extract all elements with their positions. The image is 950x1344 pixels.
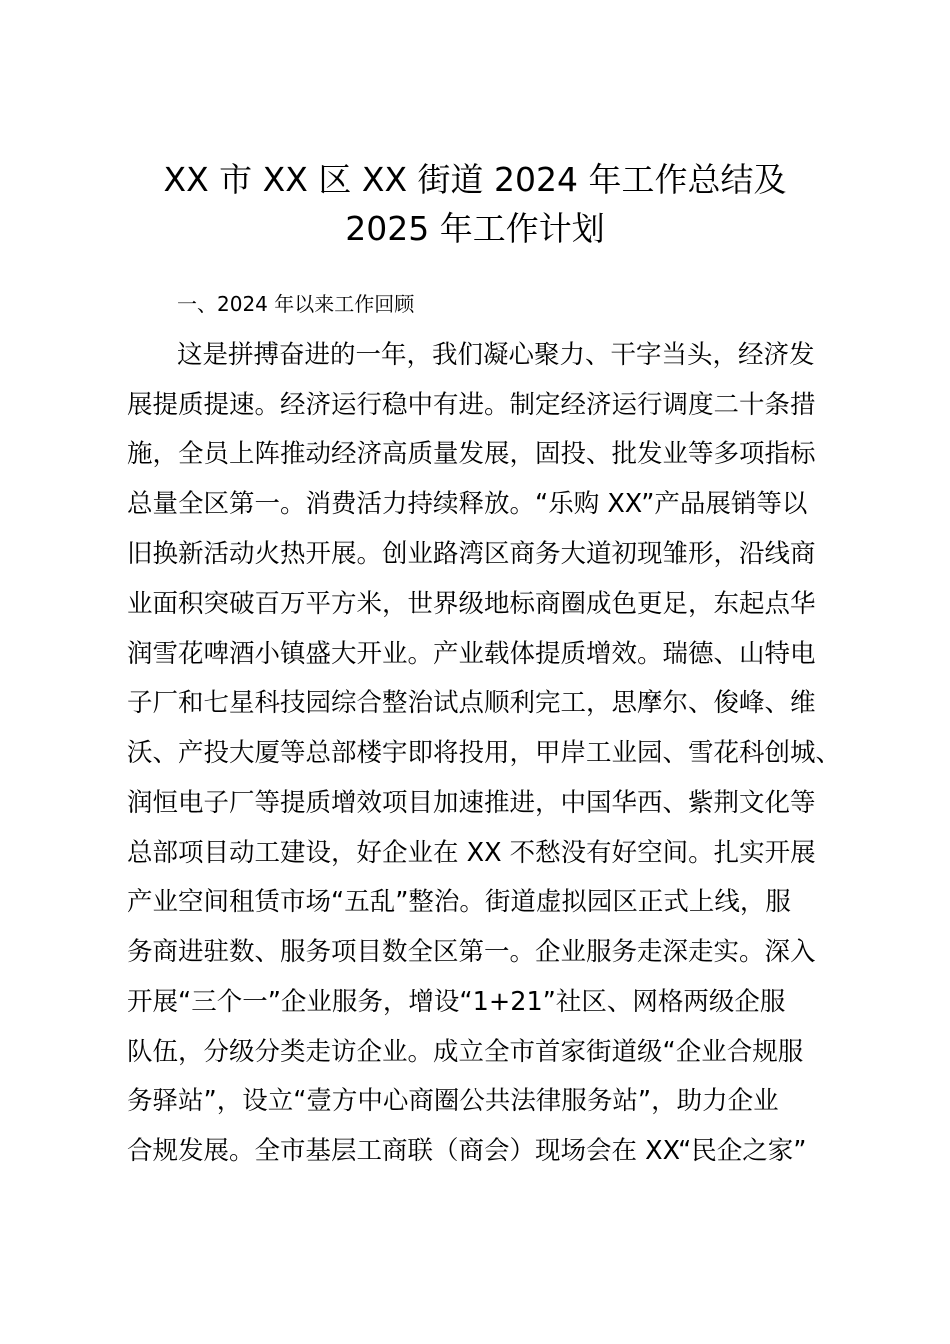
body-line: 务驿站”，设立“壹方中心商圈公共法律服务站”，助力企业 [127, 1086, 779, 1116]
body-line: 总部项目动工建设，好企业在 XX 不愁没有好空间。扎实开展 [127, 838, 816, 868]
document-title-line-2: 2025 年工作计划 [345, 209, 605, 248]
body-line: 施，全员上阵推动经济高质量发展，固投、批发业等多项指标 [127, 439, 816, 469]
body-line: 总量全区第一。消费活力持续释放。“乐购 XX”产品展销等以 [127, 489, 808, 519]
body-line: 产业空间租赁市场“五乱”整治。街道虚拟园区正式上线，服 [127, 887, 791, 917]
section-heading: 一、2024 年以来工作回顾 [177, 292, 415, 316]
body-line: 这是拼搏奋进的一年，我们凝心聚力、干字当头，经济发 [177, 340, 815, 370]
body-line: 沃、产投大厦等总部楼宇即将投用，甲岸工业园、雪花科创城、 [127, 738, 842, 768]
body-line: 展提质提速。经济运行稳中有进。制定经济运行调度二十条措 [127, 390, 816, 420]
body-line: 子厂和七星科技园综合整治试点顺利完工，思摩尔、俊峰、维 [127, 688, 816, 718]
body-line: 业面积突破百万平方米，世界级地标商圈成色更足，东起点华 [127, 589, 816, 619]
body-line: 务商进驻数、服务项目数全区第一。企业服务走深走实。深入 [127, 937, 816, 967]
body-line: 合规发展。全市基层工商联（商会）现场会在 XX“民企之家” [127, 1136, 807, 1166]
body-line: 旧换新活动火热开展。创业路湾区商务大道初现雏形，沿线商 [127, 539, 816, 569]
body-line: 润雪花啤酒小镇盛大开业。产业载体提质增效。瑞德、山特电 [127, 639, 816, 669]
document-title-line-1: XX 市 XX 区 XX 街道 2024 年工作总结及 [163, 160, 787, 199]
body-line: 开展“三个一”企业服务，增设“1+21”社区、网格两级企服 [127, 987, 786, 1017]
body-line: 队伍，分级分类走访企业。成立全市首家街道级“企业合规服 [127, 1037, 804, 1067]
body-line: 润恒电子厂等提质增效项目加速推进，中国华西、紫荆文化等 [127, 788, 816, 818]
